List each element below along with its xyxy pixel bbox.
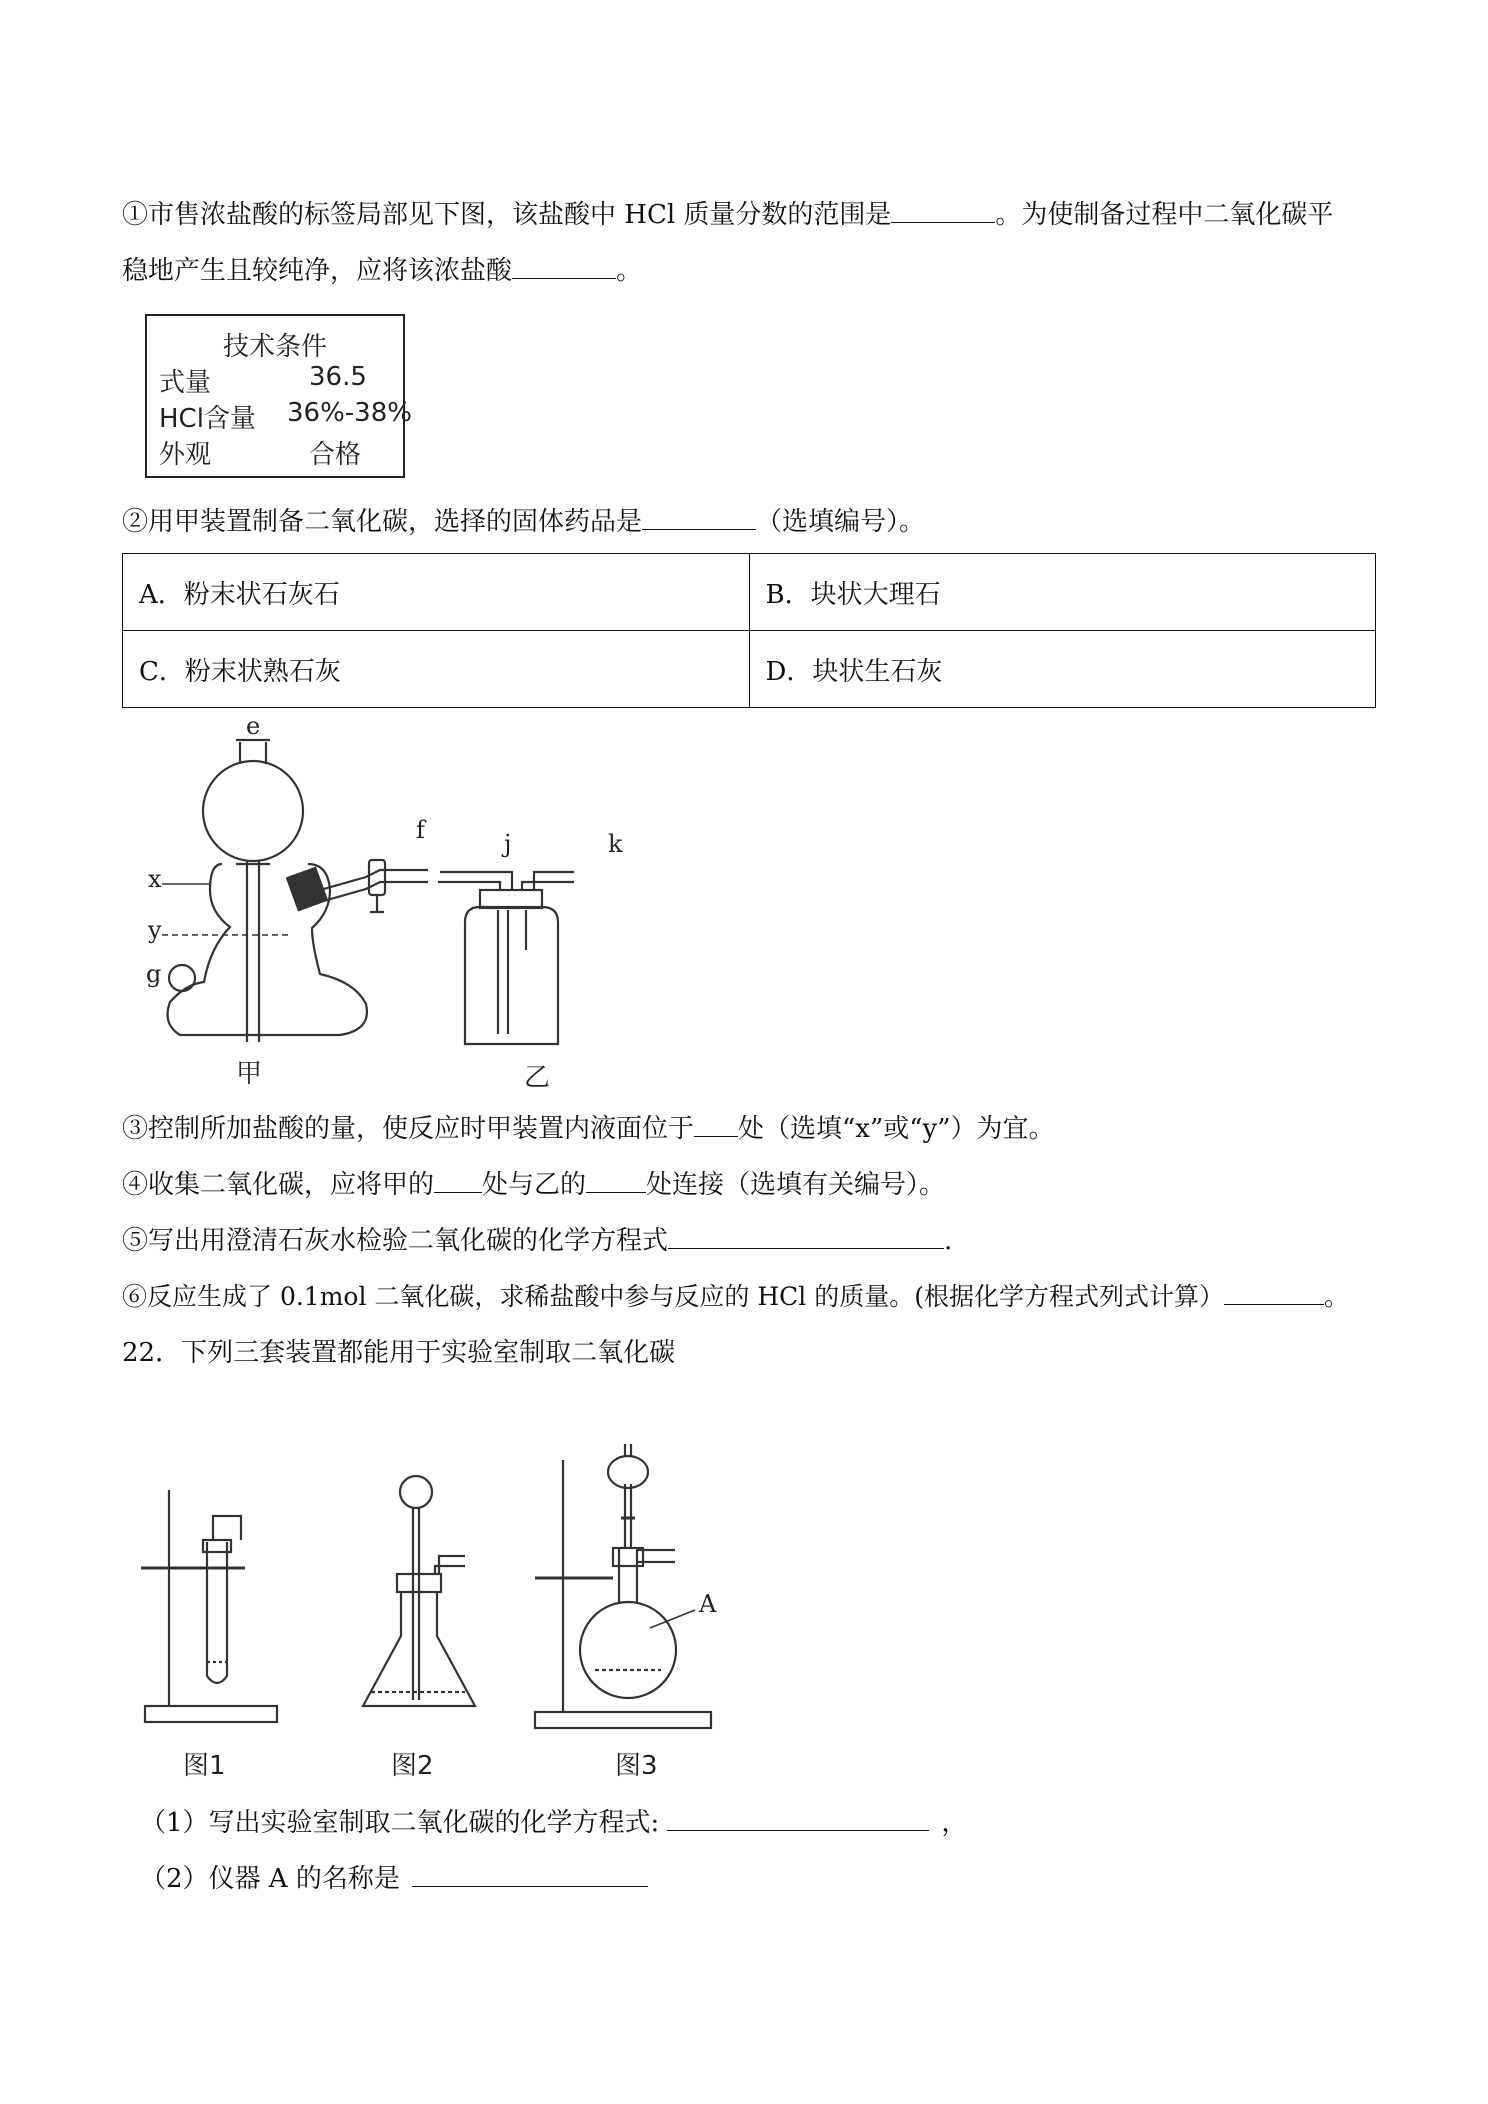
hcl-label-box [145,314,412,478]
label-y: y [148,916,162,944]
caption-fig3: 图3 [615,1751,658,1780]
label-x: x [148,865,162,893]
question-22-sub1: （1）写出实验室制取二氧化碳的化学方程式: ， [140,1808,968,1838]
answer-blank[interactable] [434,1168,482,1193]
answer-blank[interactable] [412,1862,648,1887]
question-3: ③控制所加盐酸的量，使反应时甲装置内液面位于 处（选填“x”或“y”）为宜。 [122,1114,1055,1144]
question-22-sub2: （2）仪器 A 的名称是 [140,1862,648,1896]
label-key: HCl含量 [159,404,256,434]
question-1-line2: 稳地产生且较纯净，应将该浓盐酸 。 [122,256,643,286]
answer-blank[interactable] [694,1112,738,1137]
option-a[interactable]: A．粉末状石灰石 [123,554,750,631]
caption-jia: 甲 [236,1059,263,1089]
question-4: ④收集二氧化碳，应将甲的 处与乙的 处连接（选填有关编号）。 [122,1170,946,1200]
question-5: ⑤写出用澄清石灰水检验二氧化碳的化学方程式 . [122,1226,953,1256]
answer-blank[interactable] [642,505,756,530]
caption-fig2: 图2 [391,1751,434,1780]
label-value: 合格 [309,440,362,470]
label-value: 36.5 [309,362,367,392]
option-d[interactable]: D．块状生石灰 [749,631,1376,708]
answer-blank[interactable] [1224,1280,1324,1305]
options-table [122,553,1376,708]
label-f: f [416,816,425,844]
label-key: 式量 [159,368,212,398]
option-b[interactable]: B．块状大理石 [749,554,1376,631]
label-j: j [504,830,512,858]
caption-yi: 乙 [524,1063,551,1092]
answer-blank[interactable] [891,198,995,223]
apparatus-22-figure [135,1400,735,1780]
answer-blank[interactable] [668,1224,944,1249]
question-6: ⑥反应生成了 0.1mol 二氧化碳，求稀盐酸中参与反应的 HCl 的质量。(根据化学方程式列式计算） 。 [122,1282,1349,1311]
question-22-title: 22．下列三套装置都能用于实验室制取二氧化碳 [122,1338,676,1368]
label-a: A [699,1590,717,1618]
label-g: g [146,960,162,988]
label-title: 技术条件 [222,332,327,362]
label-k: k [608,830,623,858]
question-1-line1: ①市售浓盐酸的标签局部见下图，该盐酸中 HCl 质量分数的范围是 。为使制备过程中二氧化碳平 [122,200,1334,230]
label-key: 外观 [159,440,212,470]
answer-blank[interactable] [586,1168,646,1193]
caption-fig1: 图1 [183,1751,226,1780]
answer-blank[interactable] [667,1806,929,1831]
option-c[interactable]: C．粉末状熟石灰 [123,631,750,708]
label-value: 36%-38% [287,398,412,428]
label-e: e [246,712,261,740]
apparatus-figure [140,712,660,1092]
question-2: ②用甲装置制备二氧化碳，选择的固体药品是 （选填编号）。 [122,507,926,537]
answer-blank[interactable] [512,254,616,279]
